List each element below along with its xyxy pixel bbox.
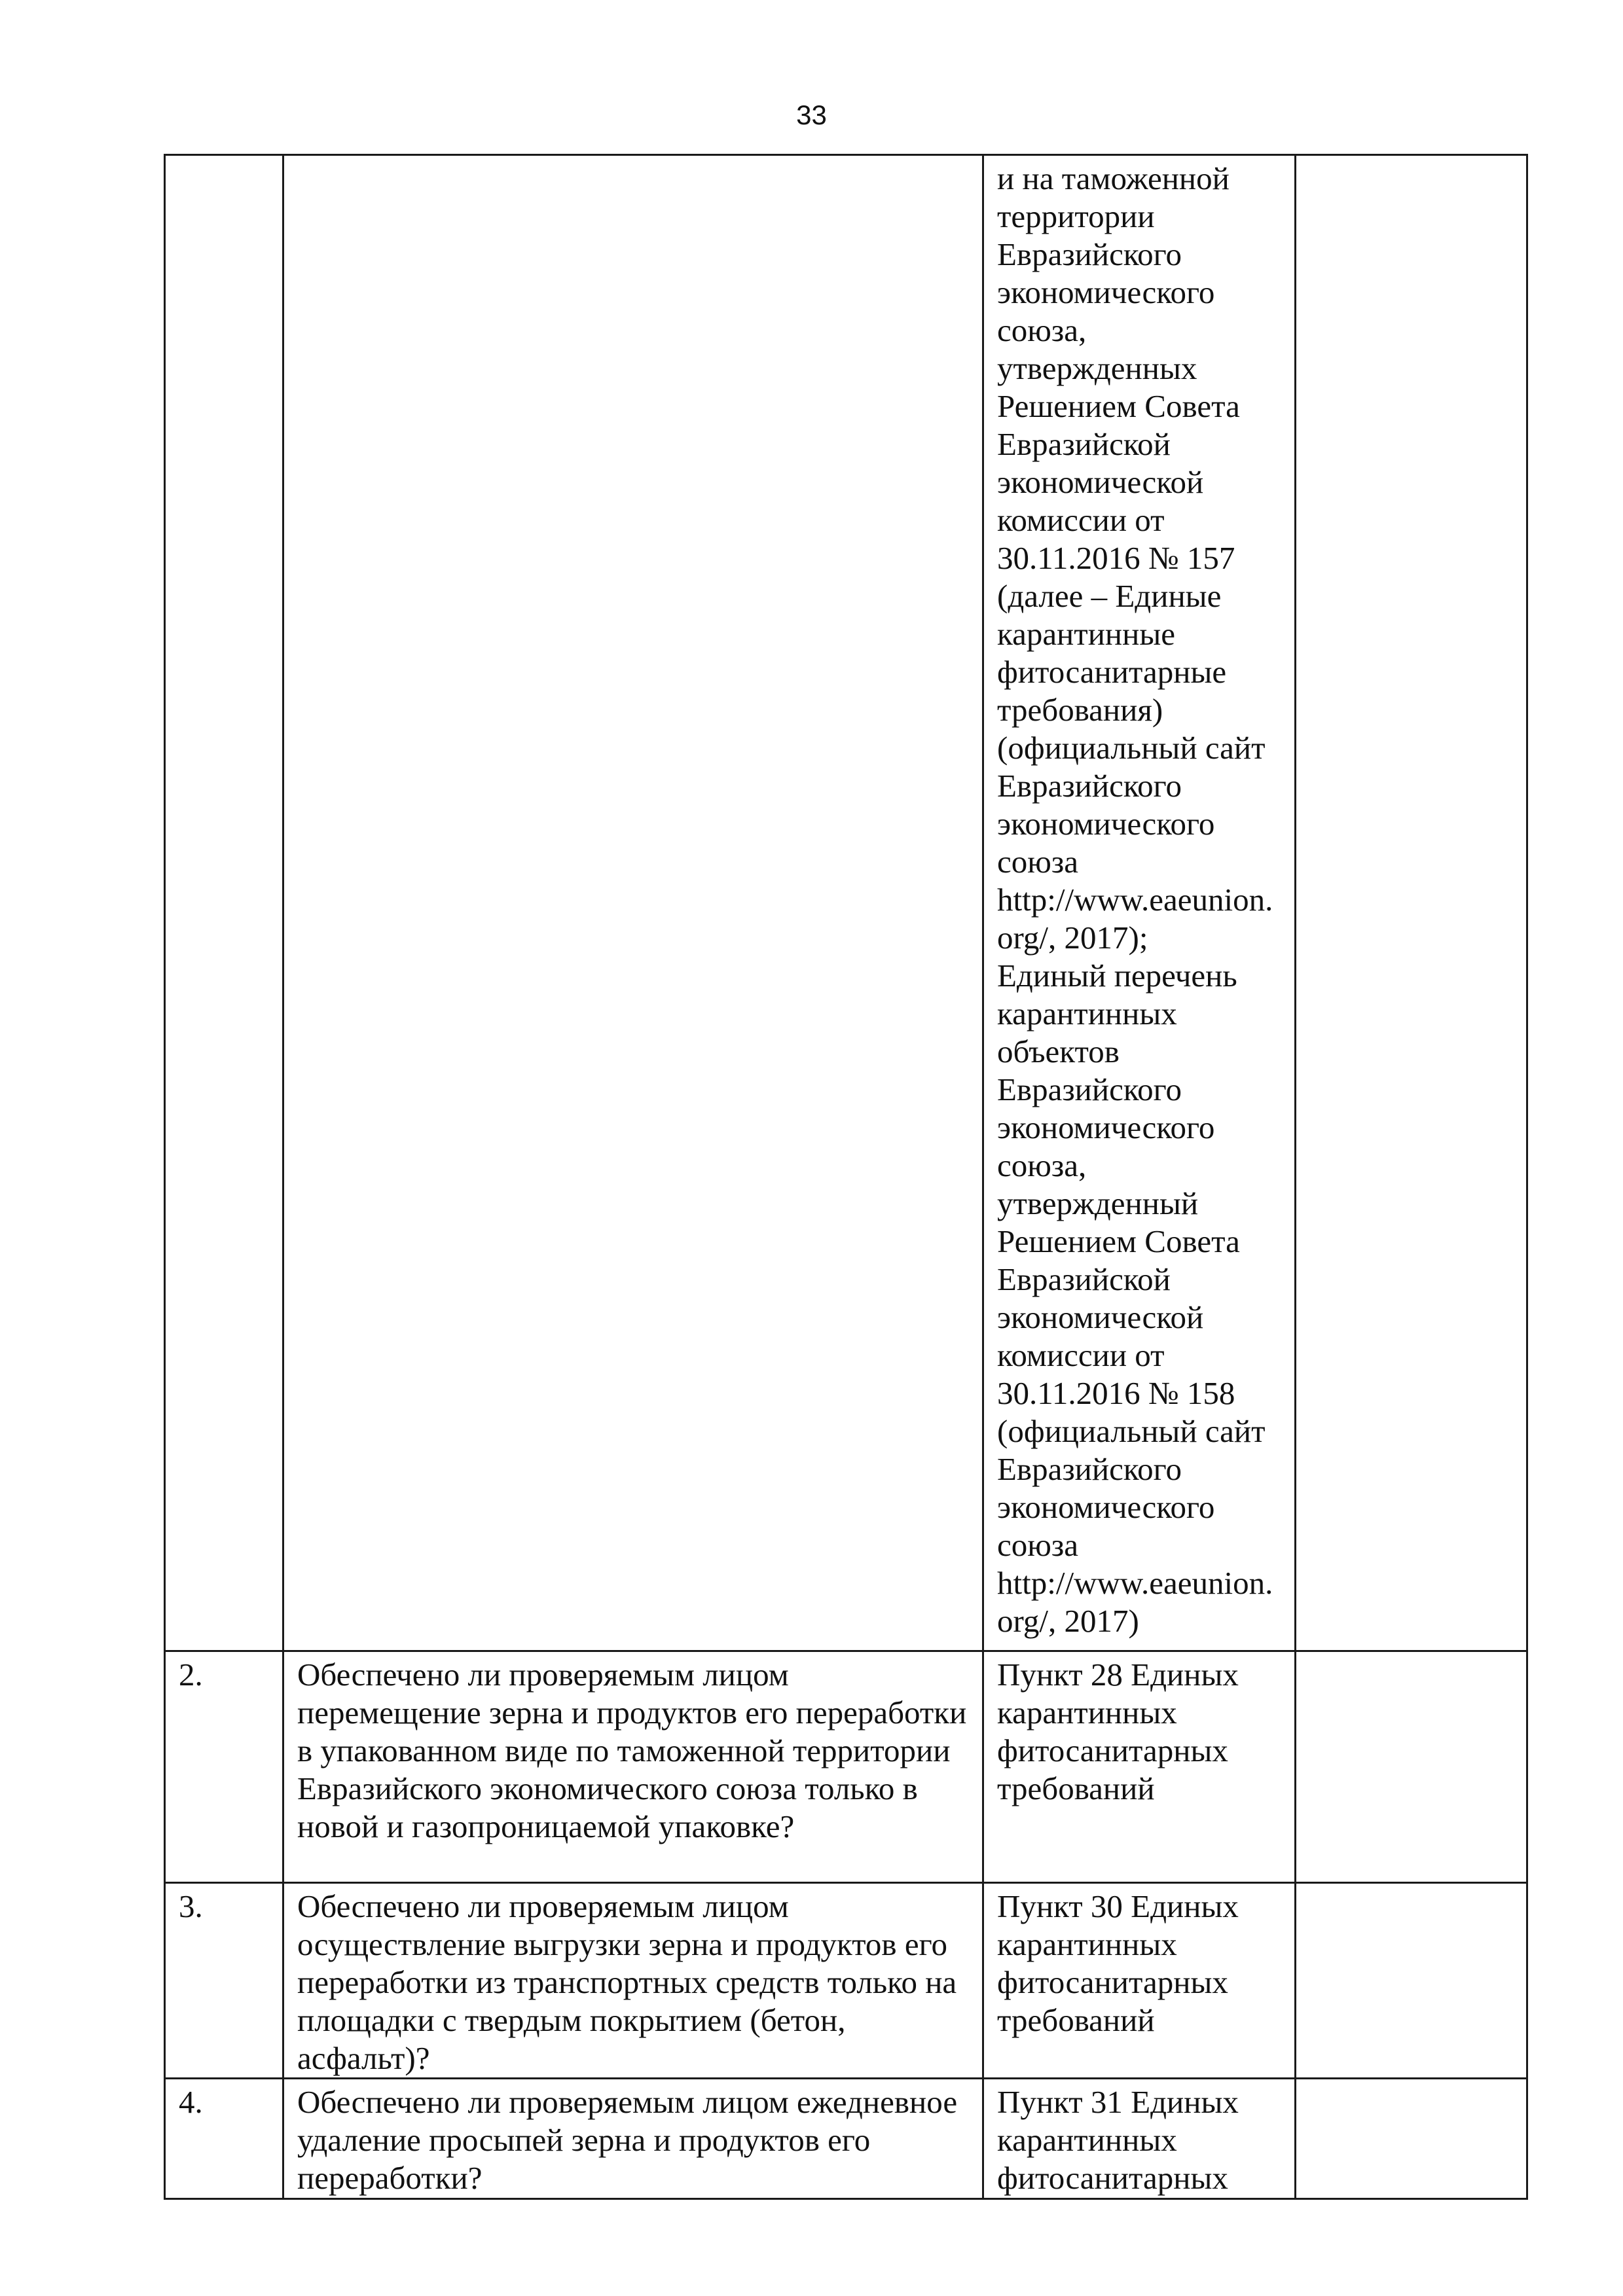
- legal-reference-cell: Пункт 28 Единых карантинных фитосанитарных требований: [983, 1651, 1296, 1883]
- page-number: 33: [796, 99, 827, 130]
- table-row: [165, 2079, 1527, 2199]
- legal-reference-cell: Пункт 31 Единых карантинных фитосанитарных: [983, 2079, 1296, 2199]
- row-number-cell: 3.: [165, 1883, 283, 2079]
- note-cell: [1296, 1883, 1527, 2079]
- note-cell: [1296, 2079, 1527, 2199]
- question-cell: Обеспечено ли проверяемым лицом осуществление выгрузки зерна и продуктов его переработки из транспортных средств только на площадки с твердым покрытием (бетон, асфальт)?: [283, 1883, 983, 2079]
- row-number-cell: 2.: [165, 1651, 283, 1883]
- note-cell: [1296, 155, 1527, 1651]
- table-row: [165, 1883, 1527, 2079]
- row-number-cell: [165, 155, 283, 1651]
- row-number-cell: 4.: [165, 2079, 283, 2199]
- table-row: [165, 155, 1527, 1651]
- table-row: [165, 1651, 1527, 1883]
- question-cell: Обеспечено ли проверяемым лицом ежедневное удаление просыпей зерна и продуктов его переработки?: [283, 2079, 983, 2199]
- checklist-table: [164, 154, 1528, 2200]
- question-cell: Обеспечено ли проверяемым лицом перемещение зерна и продуктов его переработки в упакованном виде по таможенной территории Евразийского экономического союза только в новой и газопроницаемой упаковке?: [283, 1651, 983, 1883]
- note-cell: [1296, 1651, 1527, 1883]
- legal-reference-cell: Пункт 30 Единых карантинных фитосанитарных требований: [983, 1883, 1296, 2079]
- legal-reference-cell: и на таможенной территории Евразийского экономического союза, утвержденных Решением Совета Евразийской экономической комиссии от 30.11.2016 № 157 (далее – Единые карантинные фитосанитарные требования) (официальный сайт Евразийского экономического союза http://www.eaeunion. org/, 2017); Единый перечень карантинных объектов Евразийского экономического союза, утвержденный Решением Совета Евразийской экономической комиссии от 30.11.2016 № 158 (официальный сайт Евразийского экономического союза http://www.eaeunion. org/, 2017): [983, 155, 1296, 1651]
- question-cell: [283, 155, 983, 1651]
